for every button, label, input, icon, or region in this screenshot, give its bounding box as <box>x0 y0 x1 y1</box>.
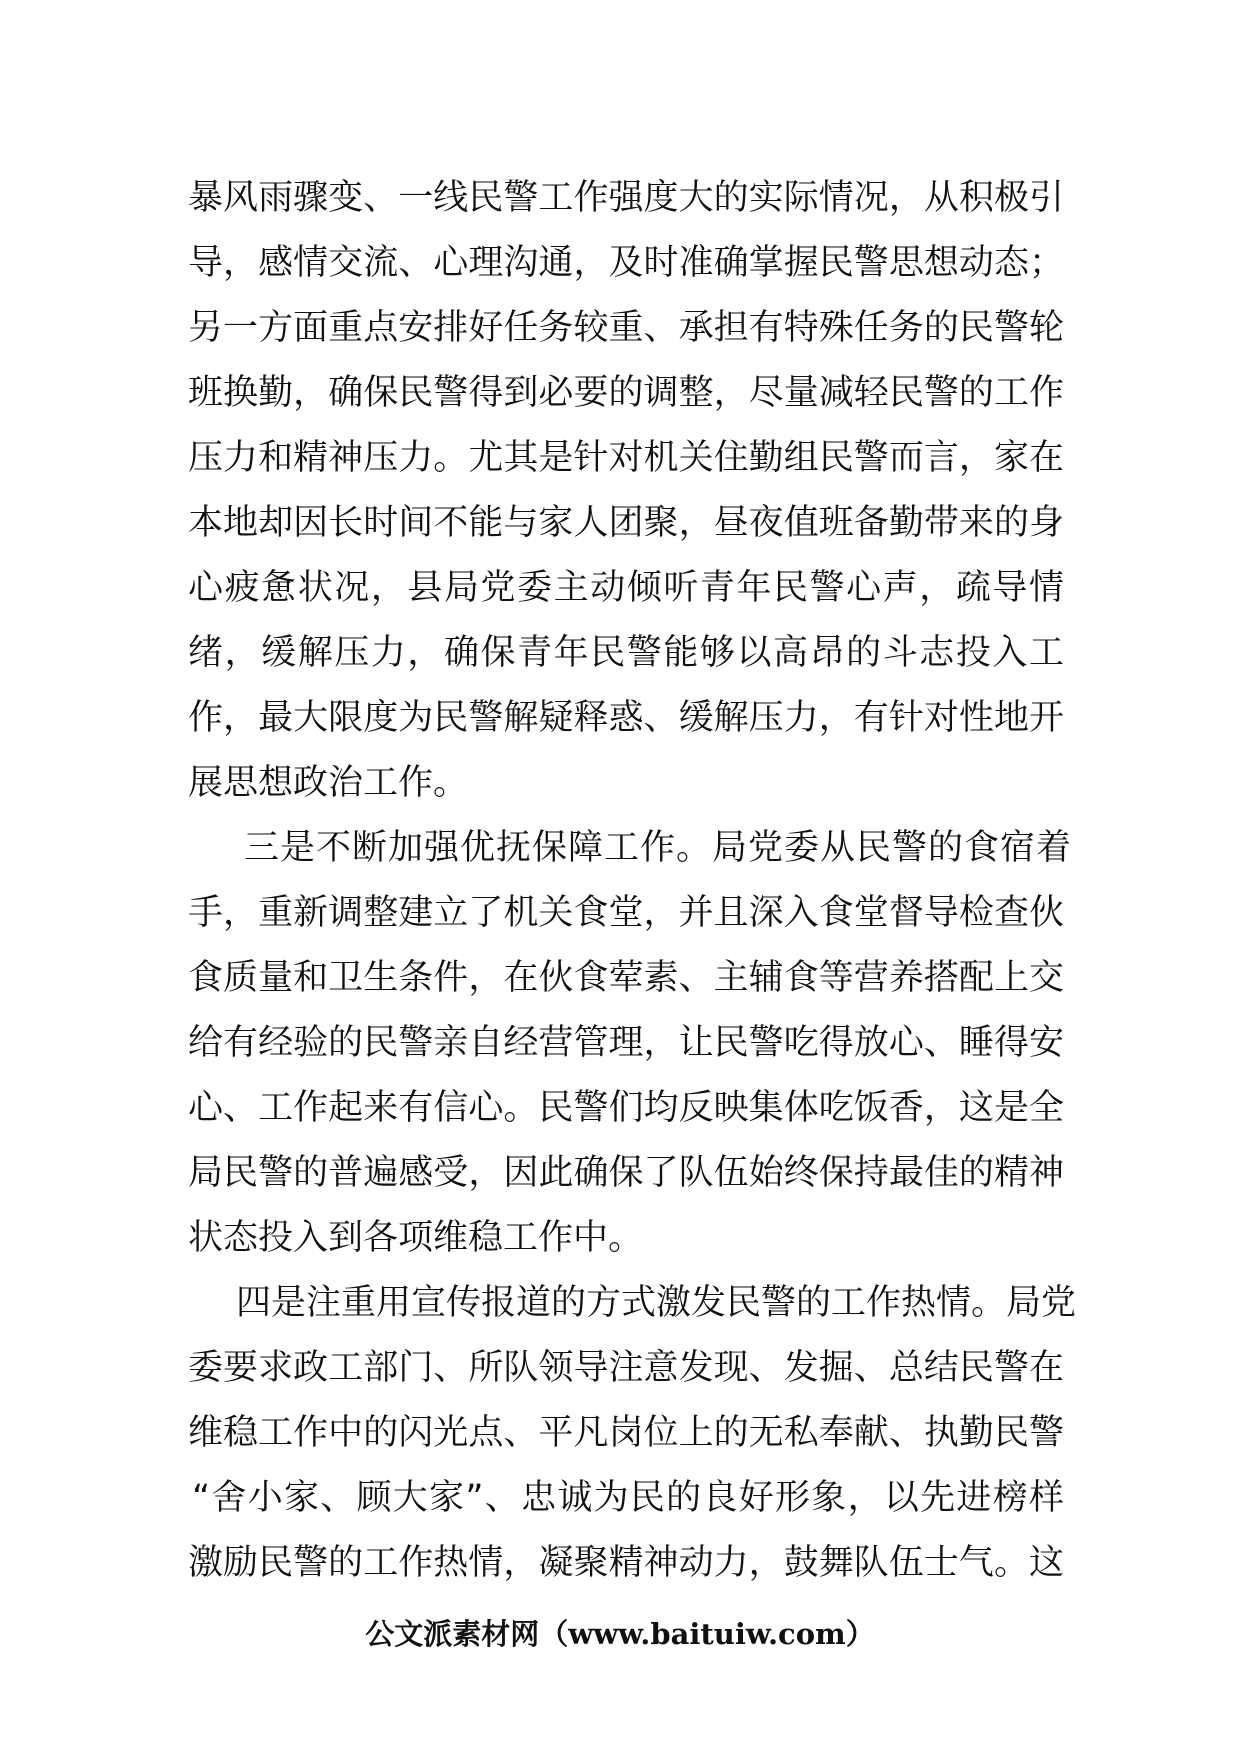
paragraph-start-line: 四是注重用宣传报道的方式激发民警的工作热情。局党 <box>236 1283 1077 1323</box>
paragraph-start-line: 三是不断加强优抚保障工作。局党委从民警的食宿着 <box>244 828 1073 868</box>
text-line: 班换勤，确保民警得到必要的调整，尽量减轻民警的工作 <box>188 373 1064 413</box>
text-line: 作，最大限度为民警解疑释惑、缓解压力，有针对性地开 <box>188 698 1064 738</box>
text-line: 委要求政工部门、所队领导注意发现、发掘、总结民警在 <box>188 1348 1064 1388</box>
text-line: 心、工作起来有信心。民警们均反映集体吃饭香，这是全 <box>188 1088 1064 1128</box>
text-line: 食质量和卫生条件，在伙食荤素、主辅食等营养搭配上交 <box>188 958 1064 998</box>
text-line: 状态投入到各项维稳工作中。 <box>188 1218 644 1258</box>
text-line: 绪，缓解压力，确保青年民警能够以高昂的斗志投入工 <box>188 633 1064 673</box>
text-line: 本地却因长时间不能与家人团聚，昼夜值班备勤带来的身 <box>188 503 1064 543</box>
text-line: “舍小家、顾大家”、忠诚为民的良好形象，以先进榜样 <box>192 1478 1064 1518</box>
text-line: 另一方面重点安排好任务较重、承担有特殊任务的民警轮 <box>188 308 1064 348</box>
text-line: 手，重新调整建立了机关食堂，并且深入食堂督导检查伙 <box>188 893 1064 933</box>
text-line: 暴风雨骤变、一线民警工作强度大的实际情况，从积极引 <box>188 178 1064 218</box>
text-line: 心疲惫状况，县局党委主动倾听青年民警心声，疏导情 <box>188 568 1064 608</box>
text-line: 导，感情交流、心理沟通，及时准确掌握民警思想动态； <box>188 243 1064 283</box>
text-line: 维稳工作中的闪光点、平凡岗位上的无私奉献、执勤民警 <box>188 1413 1064 1453</box>
text-line: 展思想政治工作。 <box>188 763 469 803</box>
text-line: 激励民警的工作热情，凝聚精神动力，鼓舞队伍士气。这 <box>188 1543 1064 1583</box>
text-line: 给有经验的民警亲自经营管理，让民警吃得放心、睡得安 <box>188 1023 1064 1063</box>
footer-watermark: 公文派素材网（www.baituiw.com） <box>365 1617 875 1651</box>
text-line: 局民警的普遍感受，因此确保了队伍始终保持最佳的精神 <box>188 1153 1064 1193</box>
text-line: 压力和精神压力。尤其是针对机关住勤组民警而言，家在 <box>188 438 1064 478</box>
document-body <box>188 166 1077 1596</box>
